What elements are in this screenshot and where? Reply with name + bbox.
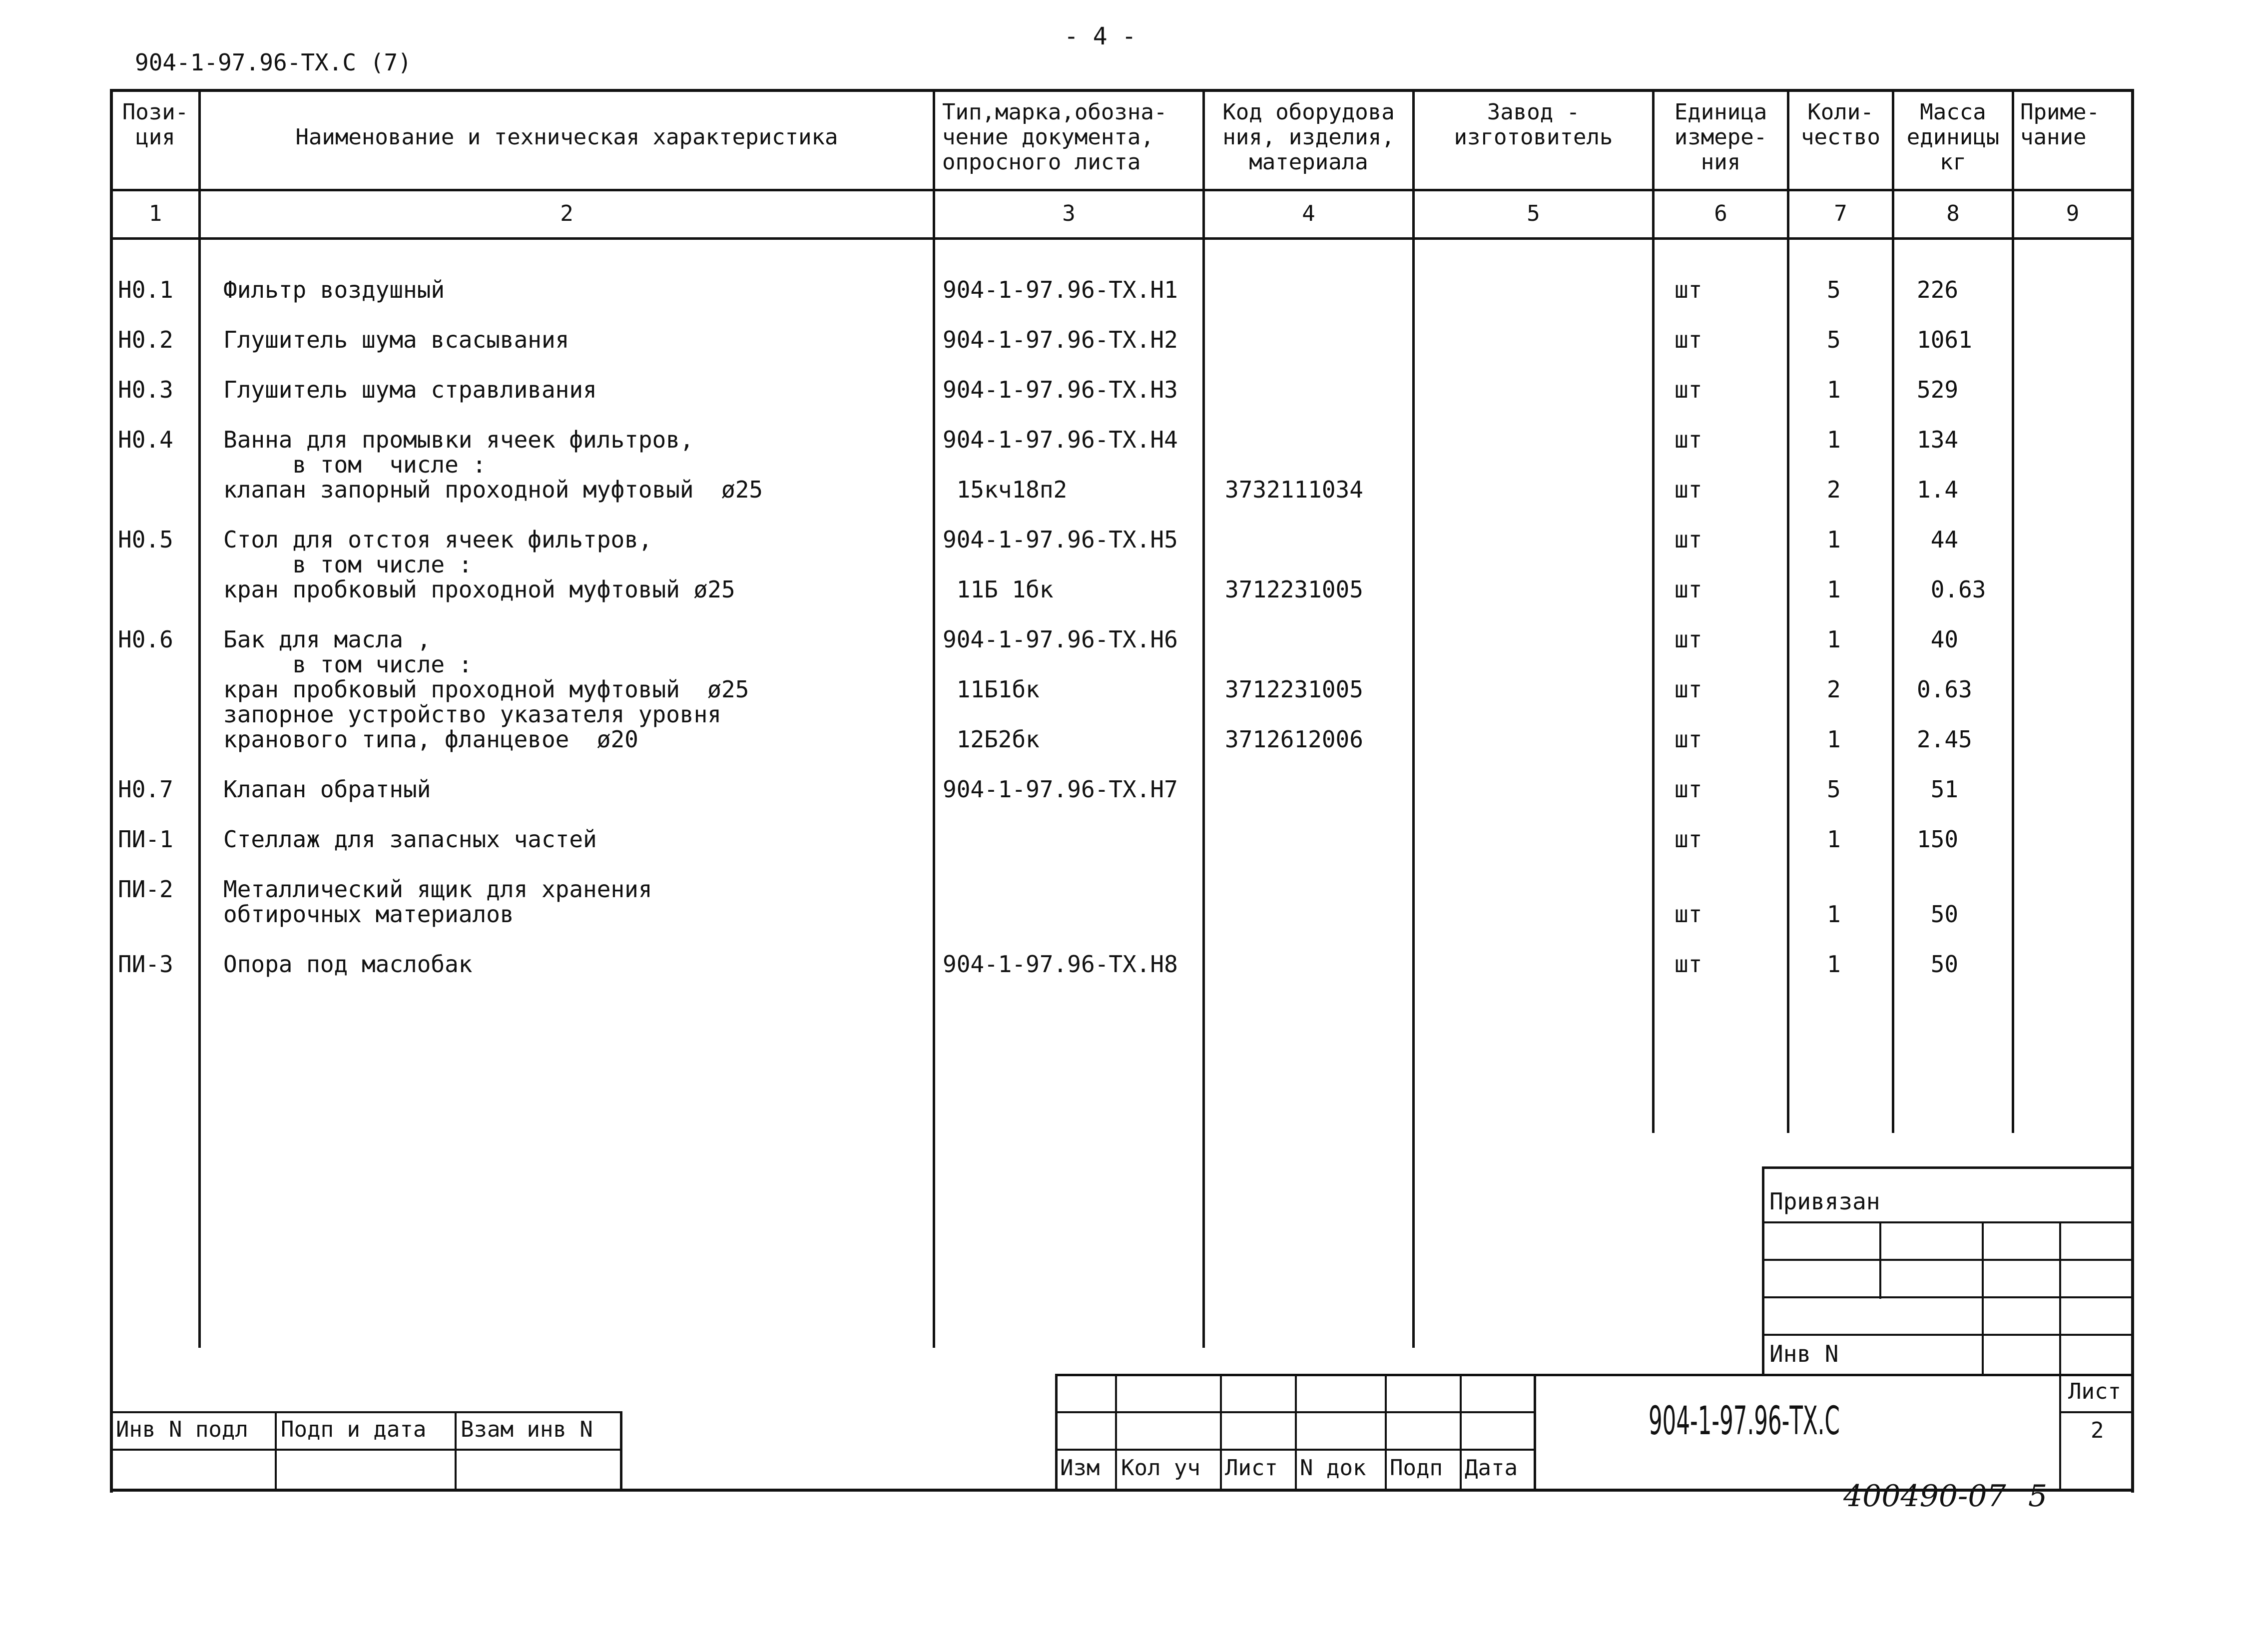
cell-unit: шт — [1675, 426, 1702, 453]
cell-position: Н0.5 — [118, 526, 173, 553]
cell-mass: 50 — [1917, 901, 1959, 928]
sheet-number: 2 — [2091, 1418, 2104, 1443]
cell-name: в том числе : — [223, 551, 473, 578]
cell-quantity: 1 — [1827, 376, 1841, 403]
cell-name: Фильтр воздушный — [223, 276, 445, 303]
cell-unit: шт — [1675, 951, 1702, 978]
cell-name: Глушитель шума стравливания — [223, 376, 597, 403]
cell-type: 11Б 1бк — [943, 576, 1054, 603]
cell-name: Стол для отстоя ячеек фильтров, — [223, 526, 652, 553]
header-quantity: Коли- чество — [1801, 99, 1880, 150]
cell-quantity: 2 — [1827, 476, 1841, 503]
cell-name: Глушитель шума всасывания — [223, 326, 569, 353]
inv-podl-label: Инв N подл — [116, 1417, 248, 1442]
cell-code: 3732111034 — [1225, 476, 1363, 503]
column-number: 3 — [1062, 201, 1076, 226]
cell-unit: шт — [1675, 726, 1702, 753]
cell-unit: шт — [1675, 476, 1702, 503]
cell-code: 3712231005 — [1225, 676, 1363, 703]
column-number: 4 — [1302, 201, 1315, 226]
cell-position: Н0.7 — [118, 776, 173, 803]
cell-position: ПИ-3 — [118, 951, 173, 978]
cell-position: ПИ-1 — [118, 826, 173, 853]
cell-quantity: 2 — [1827, 676, 1841, 703]
cell-name: Металлический ящик для хранения — [223, 876, 652, 903]
cell-position: Н0.2 — [118, 326, 173, 353]
cell-mass: 44 — [1917, 526, 1959, 553]
cell-type: 904-1-97.96-ТХ.Н4 — [943, 426, 1178, 453]
cell-position: Н0.4 — [118, 426, 173, 453]
cell-mass: 150 — [1917, 826, 1959, 853]
cell-unit: шт — [1675, 826, 1702, 853]
column-number: 9 — [2066, 201, 2080, 226]
cell-quantity: 1 — [1827, 726, 1841, 753]
cell-code: 3712231005 — [1225, 576, 1363, 603]
cell-type: 904-1-97.96-ТХ.Н5 — [943, 526, 1178, 553]
document-code: 904-1-97.96-ТХ.С (7) — [135, 49, 412, 76]
column-number: 7 — [1834, 201, 1847, 226]
cell-quantity: 1 — [1827, 426, 1841, 453]
column-number: 1 — [148, 201, 162, 226]
header-code: Код оборудова ния, изделия, материала — [1222, 99, 1395, 175]
cell-unit: шт — [1675, 526, 1702, 553]
cell-unit: шт — [1675, 626, 1702, 653]
stamp-label-izm: Изм — [1060, 1455, 1100, 1481]
page-number: - 4 - — [1064, 22, 1136, 50]
header-name: Наименование и техническая характеристика — [295, 124, 838, 150]
cell-name: Стеллаж для запасных частей — [223, 826, 597, 853]
cell-mass: 0.63 — [1917, 676, 1972, 703]
column-number: 6 — [1714, 201, 1727, 226]
stamp-label-podp: Подп — [1390, 1455, 1443, 1481]
cell-unit: шт — [1675, 326, 1702, 353]
cell-unit: шт — [1675, 276, 1702, 303]
cell-name: Опора под маслобак — [223, 951, 473, 978]
cell-quantity: 1 — [1827, 901, 1841, 928]
header-mass: Масса единицы кг — [1906, 99, 2000, 175]
cell-mass: 0.63 — [1917, 576, 1986, 603]
cell-name: кран пробковый проходной муфтовый ø25 — [223, 676, 749, 703]
podp-data-label: Подп и дата — [281, 1417, 427, 1442]
cell-unit: шт — [1675, 901, 1702, 928]
cell-name: Клапан обратный — [223, 776, 431, 803]
cell-quantity: 5 — [1827, 776, 1841, 803]
column-number: 2 — [560, 201, 573, 226]
header-unit: Единица измере- ния — [1674, 99, 1767, 175]
cell-quantity: 1 — [1827, 626, 1841, 653]
cell-position: Н0.3 — [118, 376, 173, 403]
cell-name: Бак для масла , — [223, 626, 431, 653]
cell-quantity: 5 — [1827, 326, 1841, 353]
cell-type: 904-1-97.96-ТХ.Н7 — [943, 776, 1178, 803]
cell-quantity: 1 — [1827, 526, 1841, 553]
handwritten-code: 400490-07 — [1843, 1479, 2006, 1514]
column-number: 8 — [1946, 201, 1960, 226]
cell-type: 904-1-97.96-ТХ.Н2 — [943, 326, 1178, 353]
stamp-label-list: Лист — [1225, 1455, 1278, 1481]
cell-mass: 2.45 — [1917, 726, 1972, 753]
cell-mass: 1061 — [1917, 326, 1972, 353]
cell-type: 904-1-97.96-ТХ.Н6 — [943, 626, 1178, 653]
cell-quantity: 1 — [1827, 951, 1841, 978]
cell-name: кран пробковый проходной муфтовый ø25 — [223, 576, 735, 603]
cell-position: ПИ-2 — [118, 876, 173, 903]
cell-type: 904-1-97.96-ТХ.Н3 — [943, 376, 1178, 403]
header-manufacturer: Завод - изготовитель — [1454, 99, 1613, 150]
cell-name: обтирочных материалов — [223, 901, 514, 928]
cell-mass: 40 — [1917, 626, 1959, 653]
cell-unit: шт — [1675, 776, 1702, 803]
cell-name: клапан запорный проходной муфтовый ø25 — [223, 476, 763, 503]
cell-unit: шт — [1675, 676, 1702, 703]
vzam-inv-label: Взам инв N — [461, 1417, 593, 1442]
cell-name: кранового типа, фланцевое ø20 — [223, 726, 638, 753]
cell-type: 12Б2бк — [943, 726, 1040, 753]
cell-mass: 529 — [1917, 376, 1959, 403]
cell-mass: 1.4 — [1917, 476, 1959, 503]
cell-quantity: 1 — [1827, 576, 1841, 603]
sheet-label: Лист — [2068, 1379, 2121, 1404]
cell-position: Н0.6 — [118, 626, 173, 653]
handwritten-page: 5 — [2028, 1479, 2048, 1514]
cell-unit: шт — [1675, 376, 1702, 403]
cell-mass: 50 — [1917, 951, 1959, 978]
cell-mass: 51 — [1917, 776, 1959, 803]
cell-code: 3712612006 — [1225, 726, 1363, 753]
stamp-label-kol-uch: Кол уч — [1121, 1455, 1200, 1481]
header-note: Приме- чание — [2020, 99, 2100, 150]
cell-name: в том числе : — [223, 651, 473, 678]
header-type: Тип,марка,обозна- чение документа, опросного листа — [942, 99, 1167, 175]
cell-quantity: 1 — [1827, 826, 1841, 853]
cell-type: 11Б1бк — [943, 676, 1040, 703]
cell-position: Н0.1 — [118, 276, 173, 303]
cell-name: Ванна для промывки ячеек фильтров, — [223, 426, 694, 453]
cell-unit: шт — [1675, 576, 1702, 603]
privyazan-label: Привязан — [1769, 1188, 1880, 1215]
cell-type: 904-1-97.96-ТХ.Н1 — [943, 276, 1178, 303]
cell-type: 904-1-97.96-ТХ.Н8 — [943, 951, 1178, 978]
header-position: Пози- ция — [122, 99, 189, 150]
cell-name: в том числе : — [223, 451, 487, 478]
cell-name: запорное устройство указателя уровня — [223, 701, 721, 728]
column-number: 5 — [1527, 201, 1540, 226]
document-title: 904-1-97.96-ТХ.С — [1649, 1399, 1840, 1444]
cell-type: 15кч18п2 — [943, 476, 1068, 503]
cell-mass: 134 — [1917, 426, 1959, 453]
inv-n-label: Инв N — [1769, 1340, 1839, 1367]
stamp-label-n-dok: N док — [1300, 1455, 1366, 1481]
stamp-label-data: Дата — [1465, 1455, 1518, 1481]
cell-mass: 226 — [1917, 276, 1959, 303]
cell-quantity: 5 — [1827, 276, 1841, 303]
